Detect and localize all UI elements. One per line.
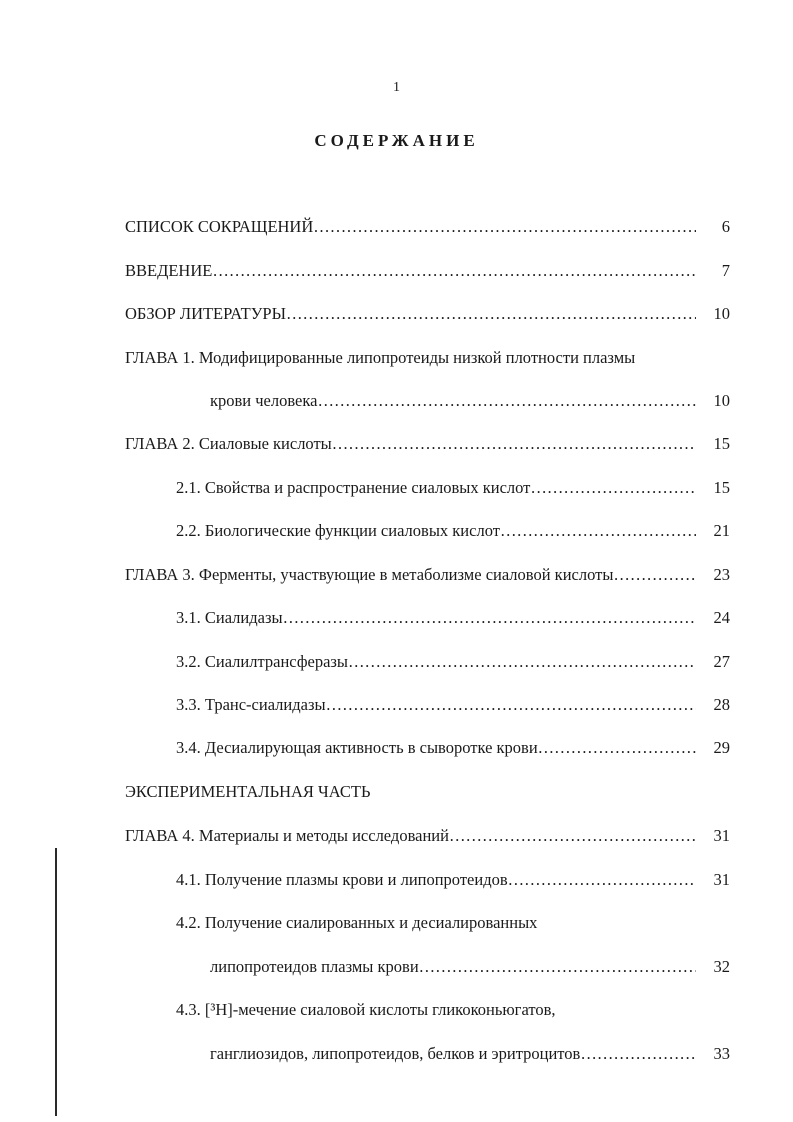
toc-leader: [313, 215, 696, 239]
toc-page: 23: [713, 565, 730, 584]
toc-page: 21: [713, 521, 730, 540]
toc-label: 4.2. Получение сиалированных и десиалированных: [176, 913, 538, 932]
toc-entry[interactable]: [176, 693, 730, 717]
toc-leader: [449, 824, 696, 848]
toc-label: 2.1. Свойства и распространение сиаловых кислот: [176, 478, 531, 497]
toc-page: 33: [713, 1044, 730, 1063]
toc-page: 31: [713, 826, 730, 845]
toc-leader: [326, 693, 696, 717]
toc-label: ЭКСПЕРИМЕНТАЛЬНАЯ ЧАСТЬ: [125, 782, 371, 801]
toc-label: 3.3. Транс-сиалидазы: [176, 695, 326, 714]
toc-page: 15: [713, 434, 730, 453]
toc-page: 32: [713, 957, 730, 976]
toc-page: 10: [713, 391, 730, 410]
toc-leader: [332, 432, 696, 456]
toc-entry[interactable]: [176, 868, 730, 892]
toc-page: 7: [721, 261, 730, 280]
toc-page: 28: [713, 695, 730, 714]
toc-leader: [283, 606, 696, 630]
toc-entry[interactable]: [210, 1042, 730, 1066]
toc-leader: [530, 476, 696, 500]
toc-entry[interactable]: [176, 519, 730, 543]
toc-page: 15: [713, 478, 730, 497]
toc-entry[interactable]: [125, 824, 730, 848]
toc-entry[interactable]: [176, 736, 730, 760]
toc-entry[interactable]: [125, 346, 730, 370]
toc-page: 29: [713, 738, 730, 757]
toc-label: ВВЕДЕНИЕ: [125, 261, 213, 280]
toc-label: ГЛАВА 3. Ферменты, участвующие в метаболизме сиаловой кислоты: [125, 565, 614, 584]
toc-entry[interactable]: [125, 563, 730, 587]
toc-leader: [212, 259, 696, 283]
toc-page: 24: [713, 608, 730, 627]
toc-label: 3.4. Десиалирующая активность в сыворотке крови: [176, 738, 538, 757]
toc-entry[interactable]: [176, 650, 730, 674]
toc-label: крови человека: [210, 391, 318, 410]
toc-entry[interactable]: [125, 259, 730, 283]
toc-page: 10: [713, 304, 730, 323]
toc-label: 3.2. Сиалилтрансферазы: [176, 652, 349, 671]
toc-label: ГЛАВА 4. Материалы и методы исследований: [125, 826, 449, 845]
toc-page: 27: [713, 652, 730, 671]
toc-label: 4.1. Получение плазмы крови и липопротеидов: [176, 870, 508, 889]
toc-label: ОБЗОР ЛИТЕРАТУРЫ: [125, 304, 286, 323]
toc-label: 3.1. Сиалидазы: [176, 608, 283, 627]
toc-section-heading[interactable]: [125, 780, 730, 804]
toc-leader: [317, 389, 696, 413]
toc-label: ганглиозидов, липопротеидов, белков и эритроцитов: [210, 1044, 581, 1063]
toc-label: липопротеидов плазмы крови: [210, 957, 419, 976]
toc-entry[interactable]: [176, 606, 730, 630]
toc-label: ГЛАВА 2. Сиаловые кислоты: [125, 434, 332, 453]
toc-entry[interactable]: [125, 215, 730, 239]
page-number: 1: [393, 80, 400, 95]
toc-label: 2.2. Биологические функции сиаловых кислот: [176, 521, 500, 540]
toc-label: ГЛАВА 1. Модифицированные липопротеиды низкой плотности плазмы: [125, 348, 636, 367]
toc-label: 4.3. [³H]-мечение сиаловой кислоты гликоконьюгатов,: [176, 1000, 556, 1019]
toc-leader: [419, 955, 696, 979]
toc-entry[interactable]: [125, 302, 730, 326]
toc-leader: [613, 563, 696, 587]
toc-entry[interactable]: [210, 389, 730, 413]
toc-leader: [348, 650, 696, 674]
toc-page: 31: [713, 870, 730, 889]
toc-leader: [538, 736, 696, 760]
toc-leader: [580, 1042, 696, 1066]
toc-entry[interactable]: [176, 911, 730, 935]
scan-edge-line: [55, 848, 57, 1116]
toc-entry[interactable]: [176, 476, 730, 500]
toc-entry[interactable]: [176, 998, 730, 1022]
toc-title: СОДЕРЖАНИЕ: [314, 131, 479, 150]
toc-entry[interactable]: [210, 955, 730, 979]
toc-leader: [508, 868, 696, 892]
toc-page: 6: [721, 217, 730, 236]
toc-label: СПИСОК СОКРАЩЕНИЙ: [125, 217, 314, 236]
toc-leader: [286, 302, 696, 326]
toc-leader: [500, 519, 696, 543]
toc-entry[interactable]: [125, 432, 730, 456]
